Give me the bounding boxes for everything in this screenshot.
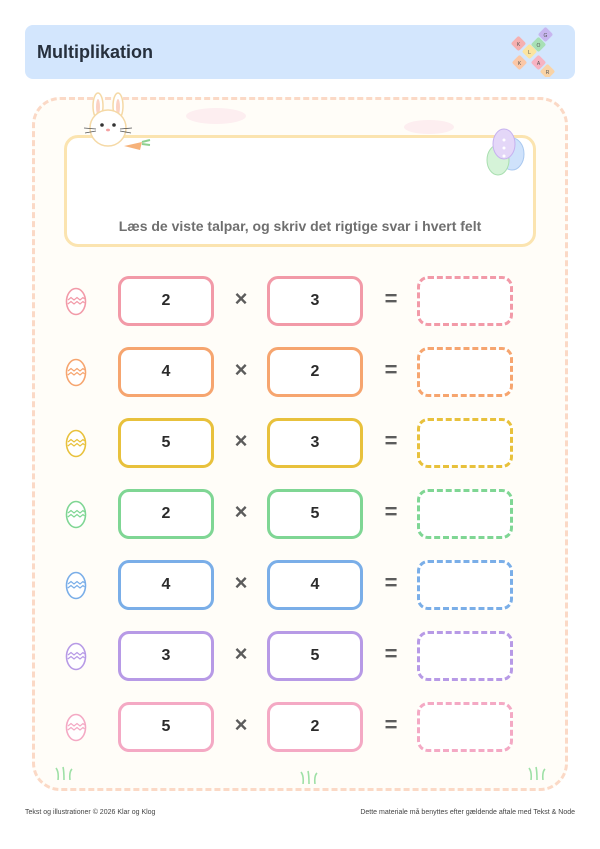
equals-sign: = [384,712,398,737]
exercise-row [0,418,600,468]
easter-egg-icon [65,428,87,458]
grass-decoration [55,766,73,780]
multiply-sign: × [234,286,248,311]
equals-sign: = [384,499,398,524]
equals-sign: = [384,570,398,595]
multiply-sign: × [234,499,248,524]
factor-b: 5 [267,631,363,681]
logo-letter: K [517,61,522,67]
factor-b: 2 [267,347,363,397]
factor-a: 5 [118,418,214,468]
exercise-row [0,560,600,610]
answer-field[interactable] [417,418,513,468]
factor-a: 4 [118,560,214,610]
logo-letter: O [536,43,541,49]
exercise-row [0,347,600,397]
exercise-row [0,489,600,539]
factor-a: 3 [118,631,214,681]
factor-b: 2 [267,702,363,752]
logo-letter: L [528,50,531,56]
multiply-sign: × [234,570,248,595]
easter-egg-icon [65,499,87,529]
factor-b: 4 [267,560,363,610]
instruction-text: Læs de viste talpar, og skriv det rigtige svar i hvert felt [118,218,482,234]
logo-letter: A [536,61,541,67]
easter-egg-icon [65,641,87,671]
bunny-illustration [80,92,160,154]
logo-letter: G [543,33,548,39]
factor-a: 2 [118,489,214,539]
easter-egg-icon [65,286,87,316]
answer-field[interactable] [417,560,513,610]
grass-decoration [300,770,318,784]
exercise-row [0,702,600,752]
easter-egg-icon [65,712,87,742]
equals-sign: = [384,428,398,453]
answer-field[interactable] [417,631,513,681]
easter-egg-icon [65,570,87,600]
answer-field[interactable] [417,276,513,326]
footer-license: Dette materiale må benyttes efter gældende aftale med Tekst & Node [360,809,575,816]
equals-sign: = [384,641,398,666]
factor-a: 4 [118,347,214,397]
cloud-decoration [186,108,246,124]
factor-b: 3 [267,276,363,326]
answer-field[interactable] [417,489,513,539]
exercise-row [0,276,600,326]
equals-sign: = [384,286,398,311]
footer-copyright: Tekst og illustrationer © 2026 Klar og Klog [25,809,156,816]
logo [511,27,561,77]
equals-sign: = [384,357,398,382]
multiply-sign: × [234,428,248,453]
balloons-illustration [482,128,530,182]
multiply-sign: × [234,357,248,382]
logo-letter: R [545,70,550,76]
answer-field[interactable] [417,347,513,397]
factor-b: 5 [267,489,363,539]
page-title: Multiplikation [37,42,153,62]
factor-a: 5 [118,702,214,752]
answer-field[interactable] [417,702,513,752]
factor-a: 2 [118,276,214,326]
multiply-sign: × [234,712,248,737]
logo-letter: K [516,42,521,48]
multiply-sign: × [234,641,248,666]
exercise-row [0,631,600,681]
header-bar [25,25,575,79]
cloud-decoration [404,120,454,134]
grass-decoration [528,766,546,780]
easter-egg-icon [65,357,87,387]
factor-b: 3 [267,418,363,468]
